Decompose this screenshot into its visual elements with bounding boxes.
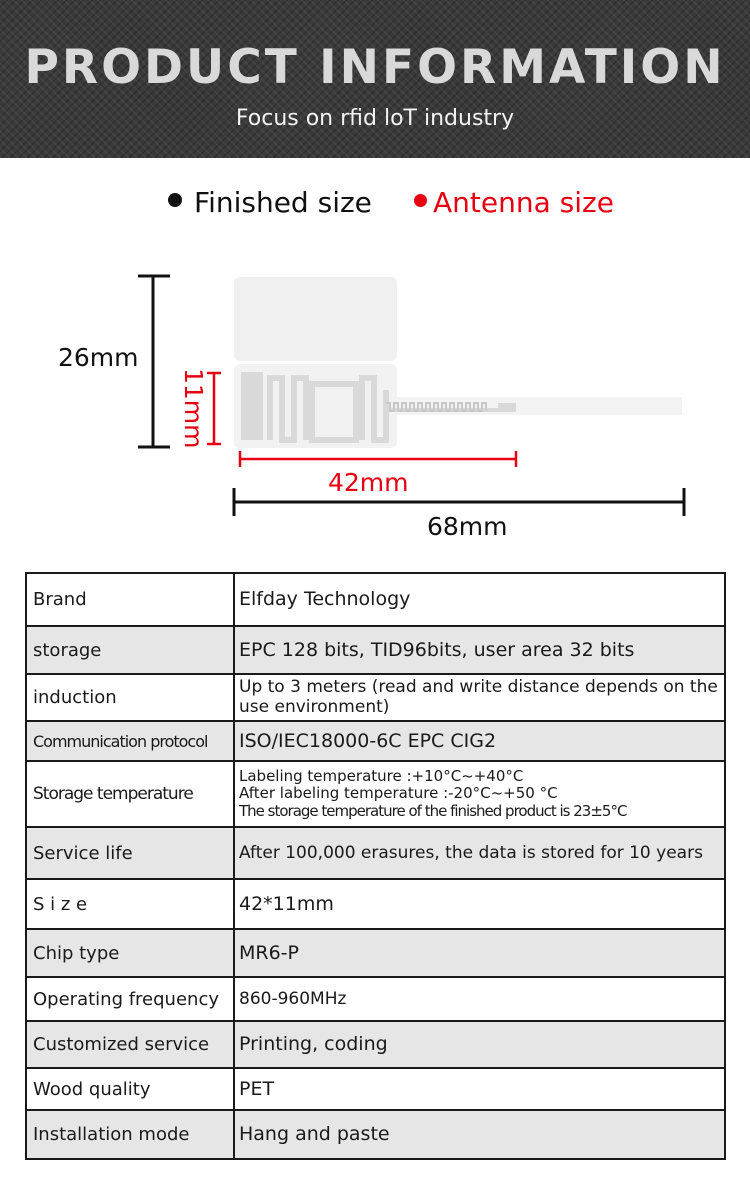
height-antenna-marker	[207, 373, 221, 444]
table-row	[26, 1021, 725, 1068]
legend-antenna-size	[414, 186, 614, 219]
spec-value: 42*11mm	[234, 879, 725, 929]
table-row	[26, 573, 725, 626]
spec-value: After 100,000 erasures, the data is stored for 10 years	[234, 827, 725, 879]
spec-label: Installation mode	[26, 1110, 234, 1159]
spec-label: Customized service	[26, 1021, 234, 1068]
legend-antenna-label: Antenna size	[433, 186, 614, 219]
spec-value: Up to 3 meters (read and write distance depends on the use environment)	[234, 674, 725, 721]
label-drawing	[0, 260, 750, 550]
spec-value: Printing, coding	[234, 1021, 725, 1068]
spec-label: Operating frequency	[26, 977, 234, 1021]
spec-label: storage	[26, 626, 234, 674]
spec-value: MR6-P	[234, 929, 725, 977]
spec-label: Wood quality	[26, 1068, 234, 1110]
spec-value: ISO/IEC18000-6C EPC CIG2	[234, 721, 725, 761]
table-row	[26, 761, 725, 827]
dimension-width-antenna: 42mm	[328, 468, 409, 497]
bullet-icon	[168, 193, 182, 207]
spec-value-line: The storage temperature of the finished product is 23±5°C	[239, 801, 627, 820]
spec-label: Service life	[26, 827, 234, 879]
spec-label: Storage temperature	[26, 761, 234, 827]
spec-label: Communication protocol	[26, 721, 234, 761]
label-top-panel	[234, 277, 397, 361]
spec-label: Chip type	[26, 929, 234, 977]
page-title: PRODUCT INFORMATION	[24, 40, 726, 95]
table-row	[26, 721, 725, 761]
table-row	[26, 879, 725, 929]
spec-value-line: Labeling temperature :+10°C~+40°C	[239, 767, 524, 786]
table-row	[26, 626, 725, 674]
spec-value: PET	[234, 1068, 725, 1110]
page-subtitle: Focus on rfid loT industry	[235, 106, 515, 131]
spec-label: S i z e	[26, 879, 234, 929]
table-row	[26, 929, 725, 977]
spec-value: EPC 128 bits, TID96bits, user area 32 bits	[234, 626, 725, 674]
legend-finished-label: Finished size	[194, 186, 372, 219]
table-row	[26, 1110, 725, 1159]
spec-table	[25, 572, 726, 1160]
table-row	[26, 977, 725, 1021]
spec-label: Brand	[26, 573, 234, 626]
table-row	[26, 827, 725, 879]
dimension-height-total: 26mm	[58, 343, 139, 372]
spec-value: 860-960MHz	[234, 977, 725, 1021]
legend-finished-size	[168, 186, 372, 219]
table-row	[26, 1068, 725, 1110]
width-antenna-marker	[240, 451, 516, 467]
dimension-height-antenna: 11mm	[179, 368, 208, 449]
table-row	[26, 674, 725, 721]
header-banner	[0, 0, 750, 158]
spec-value	[234, 761, 725, 827]
height-total-marker	[138, 276, 170, 447]
spec-value-line: After labeling temperature :-20°C~+50 °C	[239, 784, 558, 803]
bullet-icon	[414, 194, 427, 207]
dimension-diagram	[0, 260, 750, 550]
dimension-width-total: 68mm	[427, 512, 508, 541]
spec-value: Hang and paste	[234, 1110, 725, 1159]
spec-label: induction	[26, 674, 234, 721]
spec-value: Elfday Technology	[234, 573, 725, 626]
